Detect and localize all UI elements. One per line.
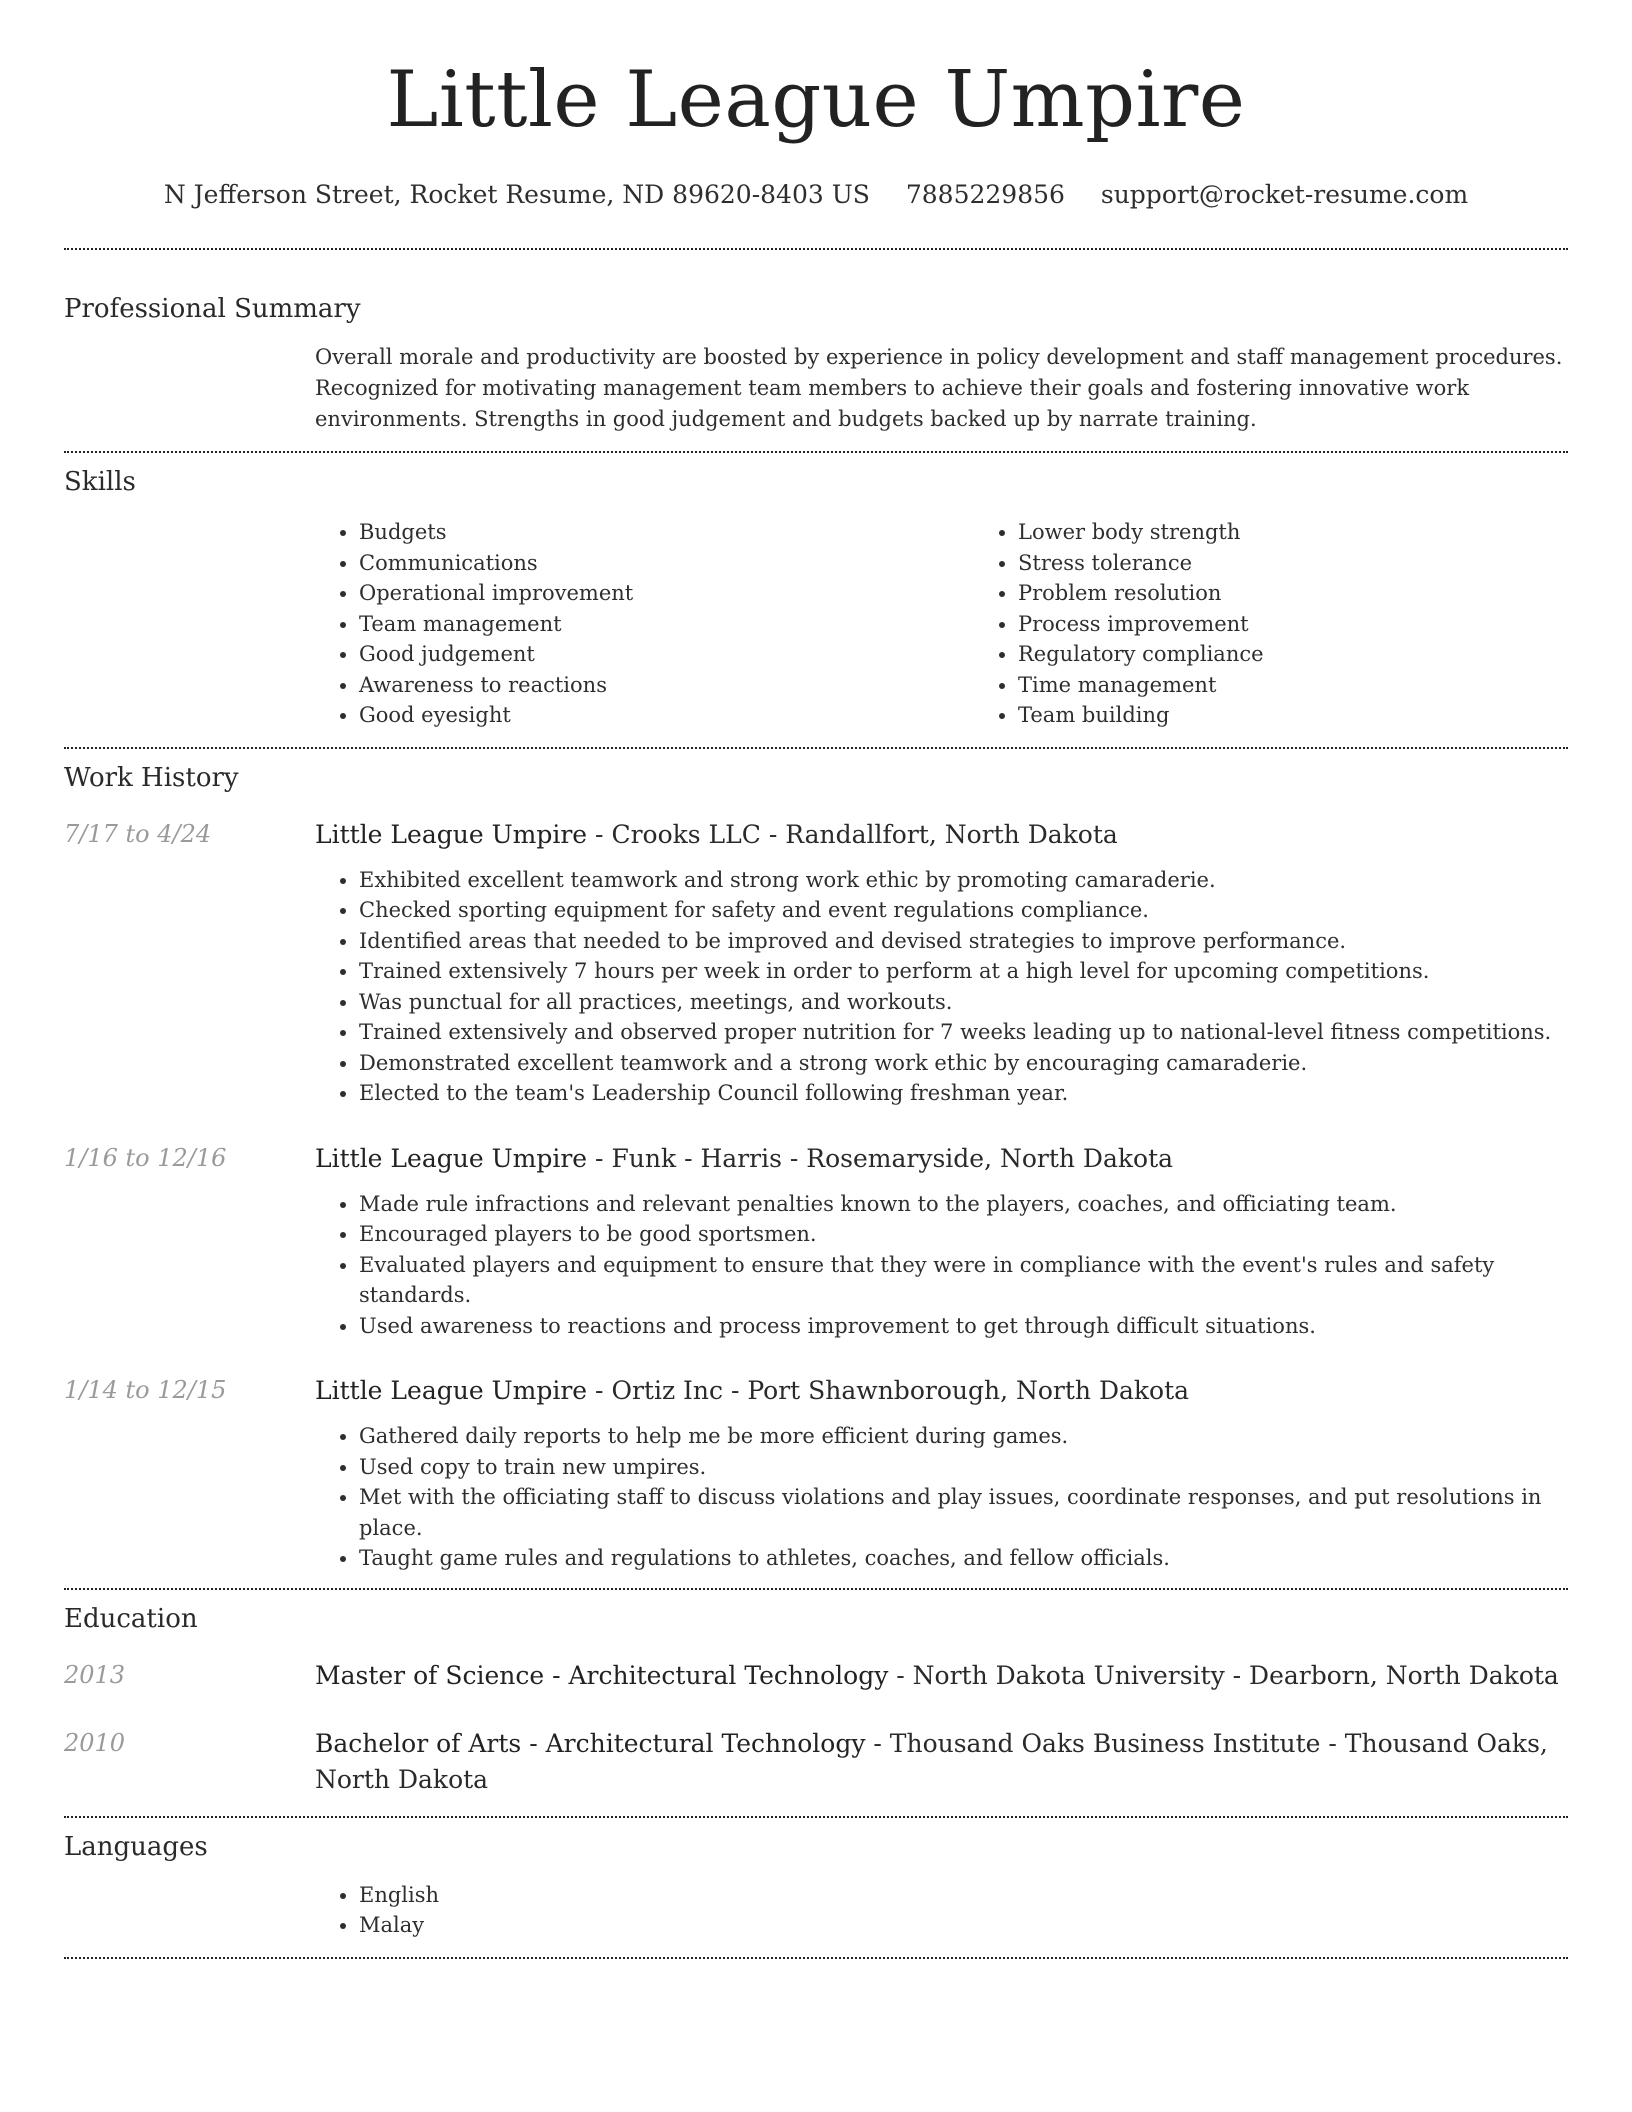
job-bullet: • Exhibited excellent teamwork and strong work ethic by promoting camaraderie. bbox=[359, 865, 1568, 896]
job-bullet: • Met with the officiating staff to discuss violations and play issues, coordinate responses, and put resolutions in place. bbox=[359, 1482, 1568, 1543]
job-title bbox=[315, 1141, 1568, 1177]
section-title-skills: Skills bbox=[64, 467, 136, 497]
job-title bbox=[315, 817, 1568, 853]
skill-item: • Team management bbox=[359, 609, 974, 640]
education-section bbox=[64, 1590, 1568, 1798]
job-bullet: • Trained extensively and observed proper nutrition for 7 weeks leading up to national-level fitness competitions. bbox=[359, 1017, 1568, 1048]
section-title-languages: Languages bbox=[64, 1831, 208, 1862]
summary-section bbox=[64, 250, 1568, 435]
education-year: 2013 bbox=[64, 1660, 126, 1689]
skill-item: • Budgets bbox=[359, 517, 974, 548]
job-bullet: • Used awareness to reactions and process improvement to get through difficult situations. bbox=[359, 1311, 1568, 1342]
languages-list bbox=[315, 1880, 1568, 1941]
education-title bbox=[315, 1726, 1568, 1798]
summary-text: Overall morale and productivity are boosted by experience in policy development and staff management procedures. Recognized for motivating management team members to achieve their goals and fostering innovative work environments. Strengths in good judgement and budgets backed up by narrate training. bbox=[315, 345, 1563, 431]
languages-section bbox=[64, 1818, 1568, 1941]
section-title-work: Work History bbox=[64, 762, 239, 793]
job-bullet: • Taught game rules and regulations to athletes, coaches, and fellow officials. bbox=[359, 1543, 1568, 1574]
skill-item: • Operational improvement bbox=[359, 578, 974, 609]
skill-item: • Communications bbox=[359, 548, 974, 579]
job-bullets bbox=[315, 1189, 1568, 1342]
education-details: - North Dakota University - Dearborn, North Dakota bbox=[888, 1660, 1559, 1690]
contact-line bbox=[64, 178, 1568, 212]
education-degree: Master of Science - Architectural Technology bbox=[315, 1660, 889, 1690]
job-bullet: • Was punctual for all practices, meetings, and workouts. bbox=[359, 987, 1568, 1018]
skill-item: • Lower body strength bbox=[1018, 517, 1632, 548]
contact-email: support@rocket-resume.com bbox=[1100, 180, 1469, 209]
skill-item: • Regulatory compliance bbox=[1018, 639, 1632, 670]
job-bullets bbox=[315, 1421, 1568, 1574]
job-bullet: • Evaluated players and equipment to ensure that they were in compliance with the event's rules and safety standards. bbox=[359, 1250, 1568, 1311]
skill-item: • Good judgement bbox=[359, 639, 974, 670]
job-bullet: • Gathered daily reports to help me be more efficient during games. bbox=[359, 1421, 1568, 1452]
education-entry bbox=[64, 1658, 1568, 1694]
education-title bbox=[315, 1658, 1568, 1694]
skills-list-left bbox=[315, 517, 974, 731]
job-dates: 1/16 to 12/16 bbox=[64, 1143, 227, 1172]
job-dates: 7/17 to 4/24 bbox=[64, 819, 212, 848]
job-entry bbox=[64, 1373, 1568, 1409]
skills-section bbox=[64, 453, 1568, 731]
job-bullets bbox=[315, 865, 1568, 1109]
job-dates: 1/14 to 12/15 bbox=[64, 1376, 227, 1404]
section-title-summary: Professional Summary bbox=[64, 294, 361, 324]
divider bbox=[64, 1957, 1568, 1959]
job-details: - Funk - Harris - Rosemaryside, North Dakota bbox=[587, 1143, 1174, 1173]
job-bullet: • Identified areas that needed to be improved and devised strategies to improve performance. bbox=[359, 926, 1568, 957]
skill-item: • Awareness to reactions bbox=[359, 670, 974, 701]
job-bullet: • Demonstrated excellent teamwork and a strong work ethic by encouraging camaraderie. bbox=[359, 1048, 1568, 1079]
resume-name: Little League Umpire bbox=[386, 55, 1246, 145]
skill-item: • Process improvement bbox=[1018, 609, 1632, 640]
skills-grid bbox=[315, 517, 1632, 731]
job-bullet: • Encouraged players to be good sportsmen. bbox=[359, 1219, 1568, 1250]
job-entry bbox=[64, 1141, 1568, 1177]
job-entry bbox=[64, 817, 1568, 853]
work-section bbox=[64, 749, 1568, 1574]
skill-item: • Stress tolerance bbox=[1018, 548, 1632, 579]
language-item: • Malay bbox=[359, 1910, 1568, 1941]
skills-list-right bbox=[974, 517, 1632, 731]
education-details: - Thousand Oaks Business Institute - Thousand Oaks, North Dakota bbox=[315, 1728, 1548, 1794]
contact-phone: 7885229856 bbox=[905, 180, 1065, 209]
skill-item: • Team building bbox=[1018, 700, 1632, 731]
job-role: Little League Umpire bbox=[315, 819, 588, 849]
job-bullet: • Trained extensively 7 hours per week in order to perform at a high level for upcoming competitions. bbox=[359, 956, 1568, 987]
skill-item: • Time management bbox=[1018, 670, 1632, 701]
contact-address: N Jefferson Street, Rocket Resume, ND 89620-8403 US bbox=[163, 180, 870, 209]
job-bullet: • Used copy to train new umpires. bbox=[359, 1452, 1568, 1483]
education-entry bbox=[64, 1726, 1568, 1798]
skill-item: • Problem resolution bbox=[1018, 578, 1632, 609]
job-title bbox=[315, 1373, 1568, 1409]
job-details: - Ortiz Inc - Port Shawnborough, North Dakota bbox=[587, 1376, 1190, 1405]
education-degree: Bachelor of Arts - Architectural Technology bbox=[315, 1728, 866, 1758]
job-bullet: • Checked sporting equipment for safety and event regulations compliance. bbox=[359, 895, 1568, 926]
job-bullet: • Made rule infractions and relevant penalties known to the players, coaches, and officiating team. bbox=[359, 1189, 1568, 1220]
job-role: Little League Umpire bbox=[315, 1376, 588, 1405]
job-details: - Crooks LLC - Randallfort, North Dakota bbox=[587, 819, 1118, 849]
language-item: • English bbox=[359, 1880, 1568, 1911]
skill-item: • Good eyesight bbox=[359, 700, 974, 731]
section-title-education: Education bbox=[64, 1603, 198, 1634]
job-bullet: • Elected to the team's Leadership Council following freshman year. bbox=[359, 1078, 1568, 1109]
job-role: Little League Umpire bbox=[315, 1143, 588, 1173]
education-year: 2010 bbox=[64, 1728, 126, 1757]
